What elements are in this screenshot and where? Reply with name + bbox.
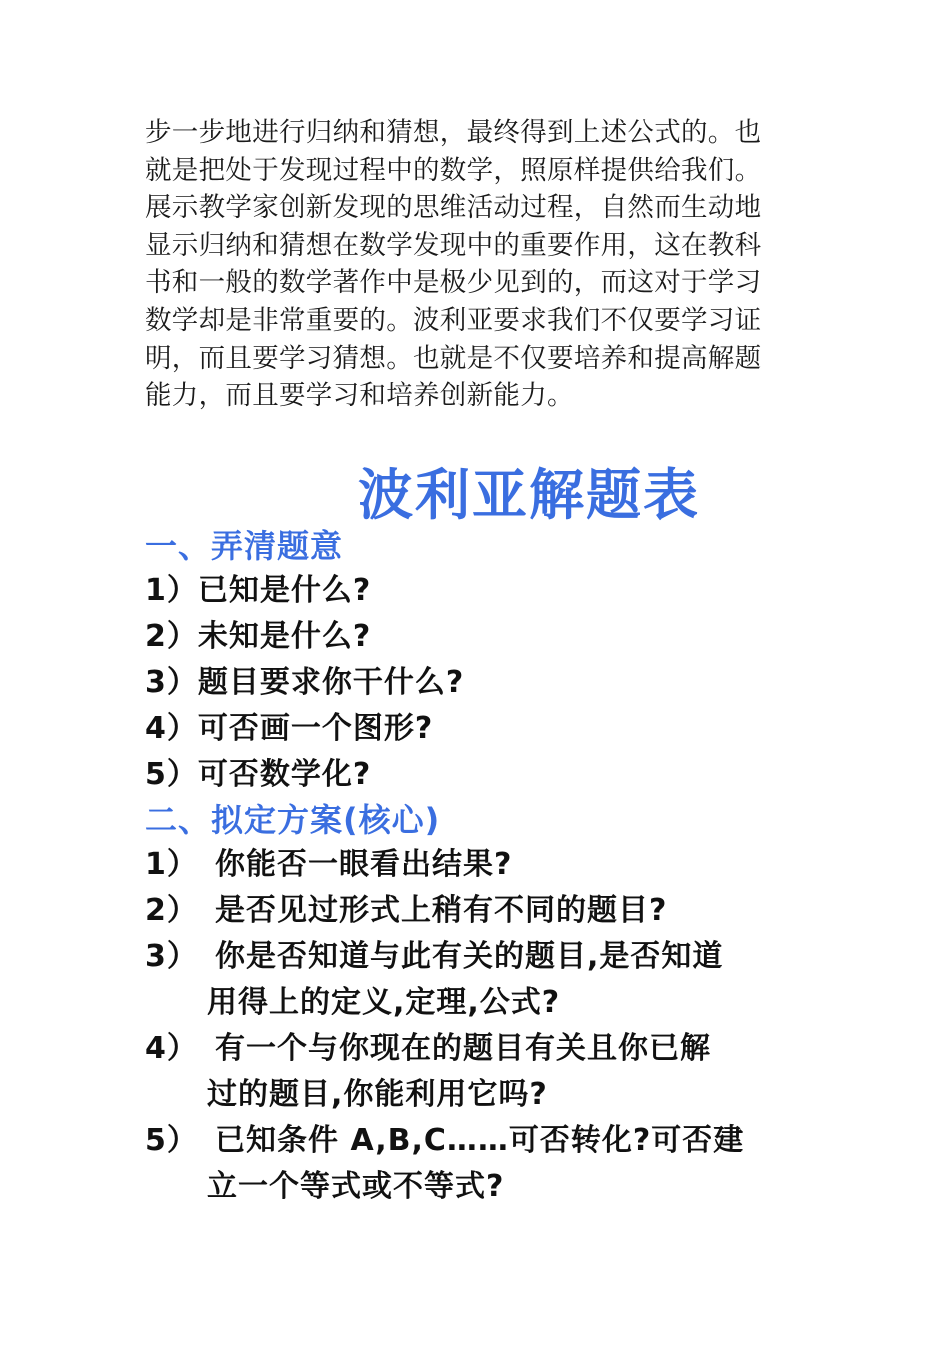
plan-item-line: 过的题目,你能利用它吗? [207, 1076, 548, 1112]
plan-item-line: 用得上的定义,定理,公式? [207, 984, 561, 1020]
plan-item [145, 934, 815, 1026]
question-item: 1）已知是什么? [145, 572, 372, 608]
plan-item-number: 3） [145, 938, 198, 974]
plan-item-text [207, 934, 815, 1026]
question-item: 5）可否数学化? [145, 756, 372, 792]
plan-item-number: 4） [145, 1030, 198, 1066]
plan-item-text [215, 888, 815, 934]
plan-item-text [207, 1118, 815, 1210]
section-heading-plan: 二、拟定方案(核心) [145, 800, 441, 839]
question-item: 4）可否画一个图形? [145, 710, 434, 746]
plan-item [145, 888, 815, 934]
plan-item [145, 1026, 815, 1118]
plan-item [145, 1118, 815, 1210]
intro-line: 书和一般的数学著作中是极少见到的，而这对于学习 [145, 267, 762, 299]
plan-item-text [215, 842, 815, 888]
intro-line: 数学却是非常重要的。波利亚要求我们不仅要学习证 [145, 304, 762, 336]
plan-item-number: 1） [145, 846, 198, 882]
intro-line: 显示归纳和猜想在数学发现中的重要作用，这在教科 [145, 229, 762, 261]
intro-line: 步一步地进行归纳和猜想，最终得到上述公式的。也 [145, 117, 762, 148]
intro-line: 展示教学家创新发现的思维活动过程，自然而生动地 [145, 192, 762, 224]
intro-line: 能力，而且要学习和培养创新能力。 [145, 380, 574, 412]
document-page [145, 114, 815, 1210]
plan-item-line: 已知条件 A,B,C……可否转化?可否建 [215, 1122, 745, 1158]
plan-item-number: 2） [145, 892, 198, 928]
plan-item-text [207, 1026, 815, 1118]
intro-paragraph [145, 114, 815, 415]
plan-item-line: 你是否知道与此有关的题目,是否知道 [215, 938, 724, 974]
plan-item-line: 立一个等式或不等式? [207, 1168, 505, 1204]
intro-line: 明，而且要学习猜想。也就是不仅要培养和提高解题 [145, 342, 762, 374]
intro-line: 就是把处于发现过程中的数学，照原样提供给我们。 [145, 154, 762, 186]
plan-item-number: 5） [145, 1122, 198, 1158]
plan-item-line: 你能否一眼看出结果? [215, 846, 513, 882]
plan-item-line: 是否见过形式上稍有不同的题目? [215, 892, 668, 928]
page-title: 波利亚解题表 [358, 462, 701, 527]
plan-item [145, 842, 815, 888]
section-heading-understand: 一、弄清题意 [145, 526, 344, 565]
question-item: 3）题目要求你干什么? [145, 664, 465, 700]
question-item: 2）未知是什么? [145, 618, 372, 654]
plan-item-line: 有一个与你现在的题目有关且你已解 [215, 1030, 711, 1066]
